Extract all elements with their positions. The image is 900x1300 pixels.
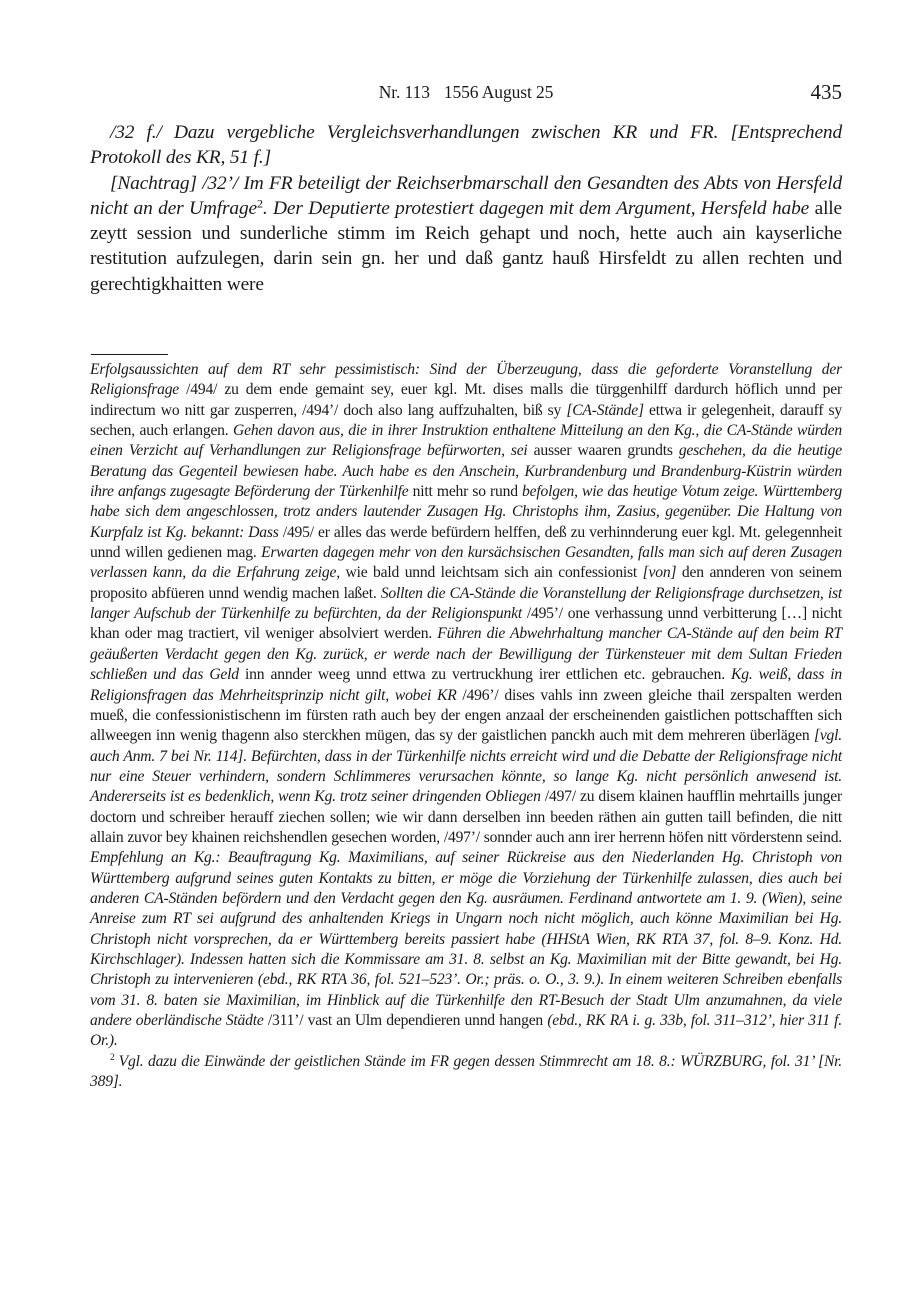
- source-quote: inn annder weeg unnd ettwa zu vertruckhung irer ettlichen etc. gebrauchen.: [238, 666, 732, 684]
- editorial-text: [von]: [642, 564, 677, 582]
- source-quote: /496’/ dises vahls inn zween gleiche thail zerspalten werden mueß, die confessionistischenn im fürsten rath auch bey der engen anzaal der erscheinenden gaistlichen pottschafften sich allweegen inn wenig thagenn also sterckhen mügen, das sy der gaistlichen panckh auch mit dem mehreren überlägen: [90, 686, 842, 745]
- editorial-text: . Der Deputierte protestiert dagegen mit dem Argument, Hersfeld habe: [262, 197, 810, 219]
- source-quote: /495/ er alles das werde befürdern helffen, deß zu verhinnderung euer kgl. Mt. gelegennheit unnd willen gedienen mag.: [90, 523, 842, 562]
- source-quote: /497/ zu disem klainen haufflin mehrtaills junger doctorn und schreiber herauff ziechen sollen; wie wir dann derselben inn beeden räthen ain gutten taill befinden, die nitt allain zuvor bey khainen reichshendlen gesechen worden, /497’/ sonnder auch ann irer herrenn höfen nitt vörderstenn seind.: [90, 788, 842, 846]
- editorial-text: /32 f./ Dazu vergebliche Vergleichsverhandlungen zwischen KR und FR. [Entsprechend Protokoll des KR, 51 f.]: [90, 122, 842, 169]
- document-date: 1556 August 25: [443, 82, 554, 102]
- editorial-text: Erfolgsaussichten auf dem RT sehr pessimistisch: Sind der Überzeugung, dass die geforderte Voranstellung der Religionsfrage: [90, 361, 842, 399]
- editorial-text: geschehen, da die heutige Beratung das Gegenteil bewiesen habe. Auch habe es den Anschein, Kurbrandenburg und Brandenburg-Küstrin würden ihre anfangs zugesagte Beförderung der Türkenhilfe: [90, 442, 843, 501]
- editorial-text: [vgl. auch Anm. 7 bei Nr. 114]. Befürchten, dass in der Türkenhilfe nichts erreicht wird und die Debatte der Religionsfrage nicht nur eine Steuer verhindern, sondern Schlimmeres verursachen könnte, so lange Kg. nicht persönlich anwesend ist. Andererseits ist es bedenklich, wenn Kg. trotz seiner dringenden Obliegen: [90, 727, 842, 806]
- footnote-marker: 2: [110, 1052, 115, 1064]
- source-quote: alle zeytt session und sunderliche stimm im Reich gehapt und noch, hette auch ain kayserliche restitution aufzulegen, darin sein gn. her und daß gantz hauß Hirsfeldt zu allen rechten und gerechtigkhaitten were: [90, 197, 842, 295]
- editorial-text: Empfehlung an Kg.: Beauftragung Kg. Maximilians, auf seiner Rückreise aus den Niederlanden Hg. Christoph von Württemberg aufgrund seines guten Kontakts zu bitten, er möge die Vorziehung der Türkenhilfe zulassen, dies auch bei anderen CA-Ständen befördern und den Verdacht gegen den Kg. ausräumen. Ferdinand antwortete am 1. 9. (Wien), seine Anreise zum RT sei aufgrund des anhaltenden Kriegs in Ungarn noch nicht möglich, auch könne Maximilian bei Hg. Christoph nicht vorsprechen, da er Württemberg bereits passiert habe (HHStA Wien, RK RTA 37, fol. 8–9. Konz. Hd. Kirchschlager). Indessen hatten sich die Kommissare am 31. 8. selbst an Kg. Maximilian mit der Bitte gewandt, bei Hg. Christoph zu intervenieren (ebd., RK RTA 36, fol. 521–523’. Or.; präs. o. O., 3. 9.). In einem weiteren Schreiben ebenfalls vom 31. 8. baten sie Maximilian, im Hinblick auf die Türkenhilfe den RT-Besuch der Stadt Ulm anzumahnen, da viele andere oberländische Städte: [90, 849, 842, 1029]
- editorial-text: Gehen davon aus, die in ihrer Instruktion enthaltene Mitteilung an den Kg., die CA-Stände würden einen Verzicht auf Verhandlungen zur Religionsfrage befürworten, sei: [90, 422, 842, 460]
- editorial-text: [CA-Stände]: [566, 401, 644, 419]
- editorial-text: befolgen, wie das heutige Votum zeige. Württemberg habe sich dem angeschlossen, trotz anders lautender Zusagen Hg. Christophs ihm, Zasius, gegenüber. Die Haltung von Kurpfalz ist Kg. bekannt: Dass: [90, 483, 842, 541]
- editorial-text: Kg. weiß, dass in Religionsfragen das Mehrheitsprinzip nicht gilt, wobei KR: [90, 666, 842, 704]
- source-quote: den annderen von seinem proposito abfüeren unnd wendig machen laßet.: [90, 564, 842, 602]
- running-head: [90, 80, 842, 106]
- source-quote: ettwa ir gelegenheit, darauff sy sechen, auch erlangen.: [90, 401, 842, 440]
- editorial-text: Erwarten dagegen mehr von den kursächsischen Gesandten, falls man sich auf deren Zusagen verlassen kann, da die Erfahrung zeige,: [90, 544, 842, 582]
- footnote-continued: [90, 360, 842, 1052]
- footnote-separator: [91, 354, 168, 355]
- source-quote: wie bald unnd leichtsam sich ain confessionist: [339, 564, 643, 582]
- footnote-reference: 2: [256, 196, 263, 211]
- editorial-text: Führen die Abwehrhaltung mancher CA-Stände auf den beim RT geäußerten Verdacht gegen den Kg. zurück, er werde nach der Bewilligung der Türkensteuer mit dem Sultan Frieden schließen und das Geld: [90, 625, 842, 684]
- running-title: [90, 82, 842, 103]
- source-quote: nitt mehr so rund: [408, 483, 523, 501]
- footnotes: [90, 360, 842, 1092]
- paragraph: [90, 171, 842, 297]
- editorial-text: [Nachtrag] /32’/ Im FR beteiligt der Reichserbmarschall den Gesandten des Abts von Hersfeld nicht an der Umfrage: [90, 172, 842, 219]
- document-number: Nr. 113: [378, 82, 430, 102]
- editorial-text: Vgl. dazu die Einwände der geistlichen Stände im FR gegen dessen Stimmrecht am 18. 8.: WÜRZBURG, fol. 31’ [Nr. 389].: [90, 1052, 842, 1091]
- editorial-text: (ebd., RK RA i. g. 33b, fol. 311–312’, hier 311 f. Or.).: [90, 1012, 842, 1050]
- editorial-text: Sollten die CA-Stände die Voranstellung der Religionsfrage durchsetzen, ist langer Aufschub der Türkenhilfe zu befürchten, da der Religionspunkt: [90, 584, 842, 623]
- main-text: [90, 120, 842, 297]
- paragraph: [90, 120, 842, 171]
- source-quote: /494/ zu dem ende gemaint sey, euer kgl. Mt. dises malls die türggenhilff dardurch höflich unnd per indirectum wo nitt gar zusperren, /494’/ doch also lang auffzuhalten, biß sy: [90, 381, 842, 419]
- source-quote: /311’/ vast an Ulm dependieren unnd hangen: [263, 1012, 548, 1029]
- source-quote: /495’/ one verhassung unnd verbitterung […] nicht khan oder mag tractiert, vil weniger absolviert werden.: [90, 605, 842, 643]
- page-number: 435: [810, 80, 842, 104]
- footnote-2: [90, 1052, 842, 1093]
- source-quote: ausser waaren grundts: [527, 442, 679, 460]
